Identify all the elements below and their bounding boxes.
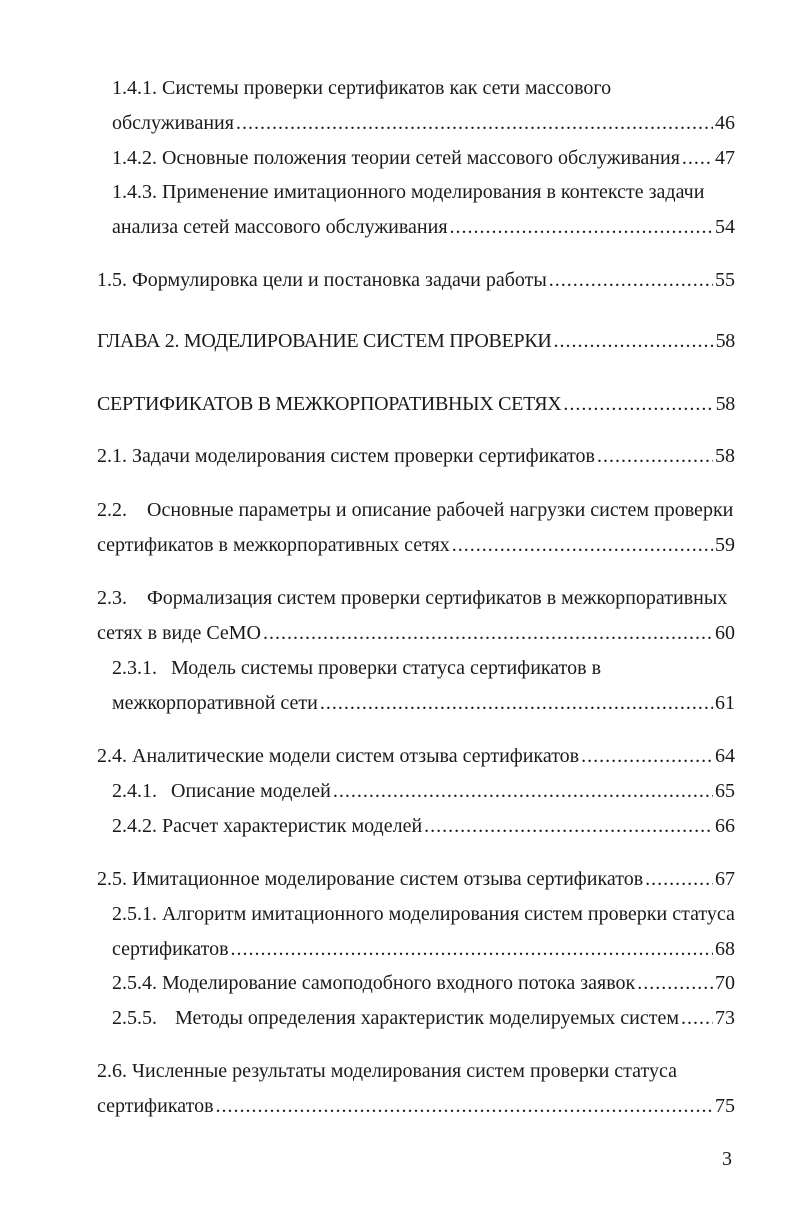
toc-page-number: 60 <box>715 622 735 644</box>
toc-entry-1-4-3-line2: анализа сетей массового обслуживания ..... 54 <box>112 213 735 241</box>
toc-entry-2-3-line2: сетях в виде СеМО ..... 60 <box>97 619 735 647</box>
toc-chapter-2-line2: СЕРТИФИКАТОВ В МЕЖКОРПОРАТИВНЫХ СЕТЯХ ..... 58 <box>97 390 735 418</box>
toc-page-number: 59 <box>715 534 735 556</box>
toc-chapter-2-line1: ГЛАВА 2. МОДЕЛИРОВАНИЕ СИСТЕМ ПРОВЕРКИ ..... 58 <box>97 327 735 355</box>
toc-page-number: 58 <box>715 393 735 415</box>
dot-leader <box>236 109 713 137</box>
toc-page-number: 65 <box>715 780 735 802</box>
toc-page-number: 61 <box>715 692 735 714</box>
toc-page-number: 64 <box>715 745 735 767</box>
toc-page-number: 54 <box>715 216 735 238</box>
toc-entry-1-4-3-line1: 1.4.3. Применение имитационного моделирования в контексте задачи <box>112 181 705 203</box>
dot-leader <box>231 935 713 963</box>
dot-leader <box>549 266 713 294</box>
toc-entry-2-3-1-line2: межкорпоративной сети ..... 61 <box>112 689 735 717</box>
toc-entry-2-1: 2.1. Задачи моделирования систем проверки сертификатов ..... 58 <box>97 442 735 470</box>
toc-entry-2-2-line1: 2.2. Основные параметры и описание рабочей нагрузки систем проверки <box>97 499 734 521</box>
toc-entry-1-4-1-line1: 1.4.1. Системы проверки сертификатов как сети массового <box>112 77 612 99</box>
toc-page-number: 70 <box>715 972 735 994</box>
toc-page-number: 55 <box>715 269 735 291</box>
dot-leader <box>581 742 713 770</box>
toc-entry-1-4-1-line2: обслуживания ..... 46 <box>112 109 735 137</box>
toc-entry-2-6-line1: 2.6. Численные результаты моделирования систем проверки статуса <box>97 1060 677 1082</box>
dot-leader <box>450 213 713 241</box>
toc-entry-2-4-1: 2.4.1. Описание моделей ..... 65 <box>112 777 735 805</box>
toc-entry-2-5-4: 2.5.4. Моделирование самоподобного входного потока заявок ..... 70 <box>112 969 735 997</box>
dot-leader <box>333 777 713 805</box>
dot-leader <box>597 442 713 470</box>
toc-page-number: 75 <box>715 1095 735 1117</box>
dot-leader <box>320 689 713 717</box>
dot-leader <box>645 865 713 893</box>
dot-leader <box>424 812 713 840</box>
toc-entry-2-5-1-line2: сертификатов ..... 68 <box>112 935 735 963</box>
toc-entry-2-3-1-line1: 2.3.1. Модель системы проверки статуса сертификатов в <box>112 657 602 679</box>
toc-entry-2-3-line1: 2.3. Формализация систем проверки сертификатов в межкорпоративных <box>97 587 728 609</box>
dot-leader <box>682 144 713 172</box>
toc-page-number: 47 <box>715 147 735 169</box>
toc-page-number: 67 <box>715 868 735 890</box>
toc-page-number: 68 <box>715 938 735 960</box>
dot-leader <box>554 327 714 355</box>
dot-leader <box>563 390 713 418</box>
toc-page-number: 73 <box>715 1007 735 1029</box>
toc-entry-2-5-5: 2.5.5. Методы определения характеристик моделируемых систем ..... 73 <box>112 1004 735 1032</box>
dot-leader <box>452 531 713 559</box>
dot-leader <box>637 969 713 997</box>
toc-entry-2-4-2: 2.4.2. Расчет характеристик моделей ..... 66 <box>112 812 735 840</box>
toc-entry-2-6-line2: сертификатов ..... 75 <box>97 1092 735 1120</box>
toc-page-number: 58 <box>715 330 735 352</box>
toc-entry-2-5-1-line1: 2.5.1. Алгоритм имитационного моделирования систем проверки статуса <box>112 903 735 925</box>
toc-entry-2-5: 2.5. Имитационное моделирование систем отзыва сертификатов ..... 67 <box>97 865 735 893</box>
toc-page-number: 46 <box>715 112 735 134</box>
toc-entry-1-4-2: 1.4.2. Основные положения теории сетей массового обслуживания ..... 47 <box>112 144 735 172</box>
toc-page-number: 66 <box>715 815 735 837</box>
dot-leader <box>681 1004 713 1032</box>
toc-entry-1-5: 1.5. Формулировка цели и постановка задачи работы ..... 55 <box>97 266 735 294</box>
page-number: 3 <box>722 1148 732 1170</box>
toc-entry-2-2-line2: сертификатов в межкорпоративных сетях ..... 59 <box>97 531 735 559</box>
dot-leader <box>216 1092 713 1120</box>
toc-page-number: 58 <box>715 445 735 467</box>
toc-entry-2-4: 2.4. Аналитические модели систем отзыва сертификатов ..... 64 <box>97 742 735 770</box>
dot-leader <box>263 619 713 647</box>
